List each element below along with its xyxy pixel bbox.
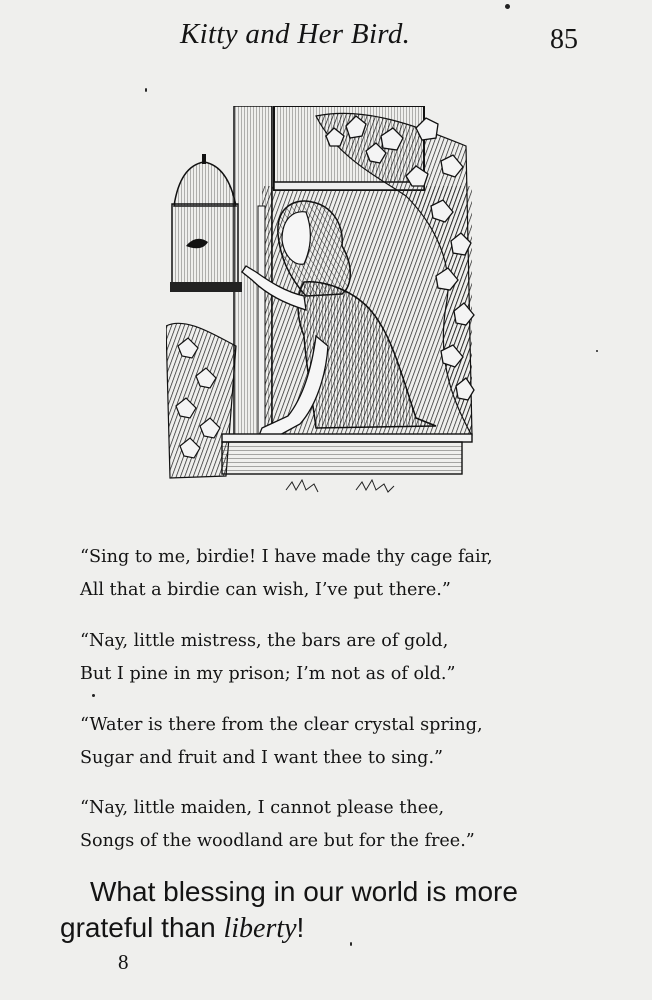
ink-speck (350, 942, 352, 946)
motto-prefix: grateful than (60, 912, 224, 943)
page-number: 85 (550, 24, 578, 55)
ink-speck (145, 88, 147, 92)
poem-stanza (80, 709, 483, 775)
poem-line: “Nay, little maiden, I cannot please thee, (80, 798, 445, 818)
birdcage-icon (170, 154, 242, 292)
poem-stanza (80, 625, 456, 691)
poem-line: But I pine in my prison; I’m not as of old.” (80, 664, 456, 684)
motto-suffix: ! (296, 912, 305, 943)
poem-stanza (80, 792, 475, 858)
motto-emphasis: liberty (223, 913, 297, 944)
closing-motto (60, 874, 518, 947)
motto-line-1: What blessing in our world is more (90, 876, 518, 907)
poem-stanza (80, 541, 493, 607)
ink-speck (505, 4, 510, 9)
window-sill (222, 434, 472, 492)
poem-line: Sugar and fruit and I want thee to sing.” (80, 748, 444, 768)
running-title: Kitty and Her Bird. (180, 18, 411, 50)
poem-line: “Nay, little mistress, the bars are of gold, (80, 631, 449, 651)
poem-line: “Sing to me, birdie! I have made thy cage fair, (80, 547, 493, 567)
motto-line-2 (60, 910, 518, 947)
ink-speck (92, 694, 95, 697)
signature-mark: 8 (118, 950, 129, 974)
poem-line: Songs of the woodland are but for the free.” (80, 831, 475, 851)
poem-line: All that a birdie can wish, I’ve put there.” (80, 580, 451, 600)
ink-speck (596, 350, 598, 352)
engraving-illustration (166, 106, 476, 498)
poem-line: “Water is there from the clear crystal spring, (80, 715, 483, 735)
